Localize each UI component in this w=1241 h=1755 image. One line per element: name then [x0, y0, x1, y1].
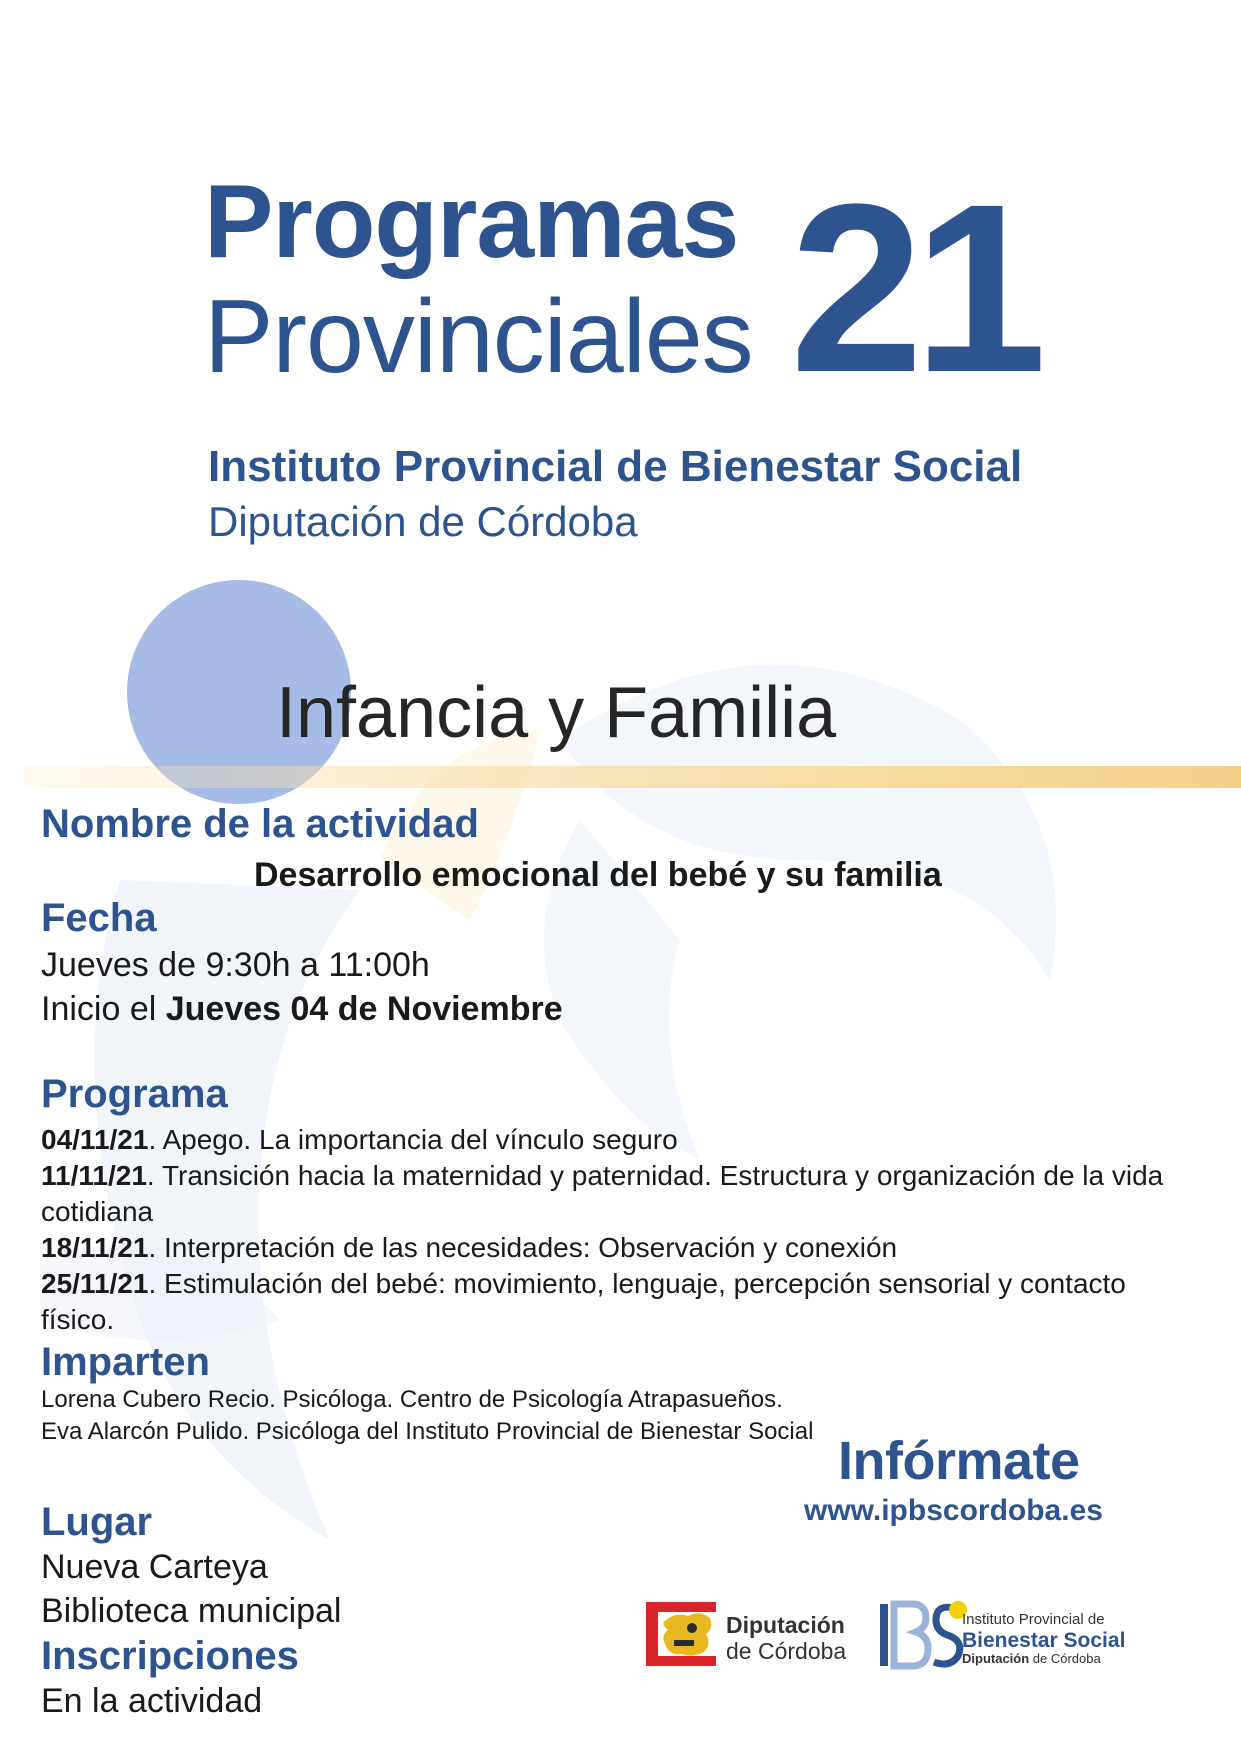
ibs-line1: Instituto Provincial de: [962, 1611, 1105, 1628]
program-list: [41, 1122, 1206, 1338]
place-venue: Biblioteca municipal: [41, 1592, 342, 1630]
ibs-line3-normal: de Córdoba: [1029, 1650, 1101, 1666]
activity-heading: Nombre de la actividad: [41, 802, 479, 846]
program-item: [41, 1230, 1206, 1266]
program-item-text: . Interpretación de las necesidades: Observación y conexión: [148, 1232, 898, 1263]
registration-value: En la actividad: [41, 1682, 263, 1720]
ibs-logo-text: [962, 1612, 1125, 1666]
brand-number: 21: [790, 154, 1037, 422]
diputacion-logo-text: [726, 1612, 846, 1664]
program-item-date: 11/11/21: [41, 1160, 147, 1191]
institute-name: Instituto Provincial de Bienestar Social: [208, 442, 1023, 491]
program-item-text: . Apego. La importancia del vínculo seguro: [148, 1124, 678, 1155]
institute-subtitle: Diputación de Córdoba: [208, 498, 638, 545]
program-item-text: . Estimulación del bebé: movimiento, lenguaje, percepción sensorial y contacto físico.: [41, 1268, 1126, 1335]
decorative-stripe: [24, 766, 1241, 788]
ibs-line3-bold: Diputación: [962, 1650, 1030, 1666]
program-item-text: . Transición hacia la maternidad y paternidad. Estructura y organización de la vida cotidiana: [41, 1160, 1164, 1227]
speaker-item: Lorena Cubero Recio. Psicóloga. Centro de Psicología Atrapasueños.: [41, 1386, 783, 1413]
date-start-value: Jueves 04 de Noviembre: [165, 990, 563, 1028]
date-start-prefix: Inicio el: [41, 990, 166, 1028]
program-item: [41, 1122, 1206, 1158]
place-town: Nueva Carteya: [41, 1548, 268, 1586]
ibs-line3: [962, 1652, 1125, 1666]
program-item-date: 25/11/21: [41, 1268, 149, 1299]
website-link[interactable]: www.ipbscordoba.es: [804, 1494, 1103, 1527]
diputacion-line1: Diputación: [726, 1612, 845, 1638]
ibs-logo-icon: [878, 1598, 968, 1670]
speakers-heading: Imparten: [41, 1340, 210, 1384]
speaker-item: Eva Alarcón Pulido. Psicóloga del Instituto Provincial de Bienestar Social: [41, 1418, 814, 1445]
date-schedule: Jueves de 9:30h a 11:00h: [41, 946, 430, 984]
diputacion-line2: de Córdoba: [726, 1638, 847, 1664]
date-heading: Fecha: [41, 896, 157, 940]
place-heading: Lugar: [41, 1500, 153, 1544]
speakers-list: [41, 1384, 813, 1448]
ibs-line2: Bienestar Social: [962, 1628, 1126, 1652]
program-item-date: 04/11/21: [41, 1124, 149, 1155]
informate-title: Infórmate: [838, 1431, 1080, 1491]
registration-heading: Inscripciones: [41, 1634, 299, 1678]
activity-name: Desarrollo emocional del bebé y su familia: [254, 856, 942, 894]
program-item: [41, 1158, 1206, 1230]
brand-title-line1: Programas: [204, 164, 739, 280]
category-title: Infancia y Familia: [276, 673, 837, 753]
program-item-date: 18/11/21: [41, 1232, 149, 1263]
brand-title-line2: Provinciales: [204, 279, 753, 395]
date-start: [41, 990, 563, 1029]
program-item: [41, 1266, 1206, 1338]
program-heading: Programa: [41, 1072, 228, 1116]
